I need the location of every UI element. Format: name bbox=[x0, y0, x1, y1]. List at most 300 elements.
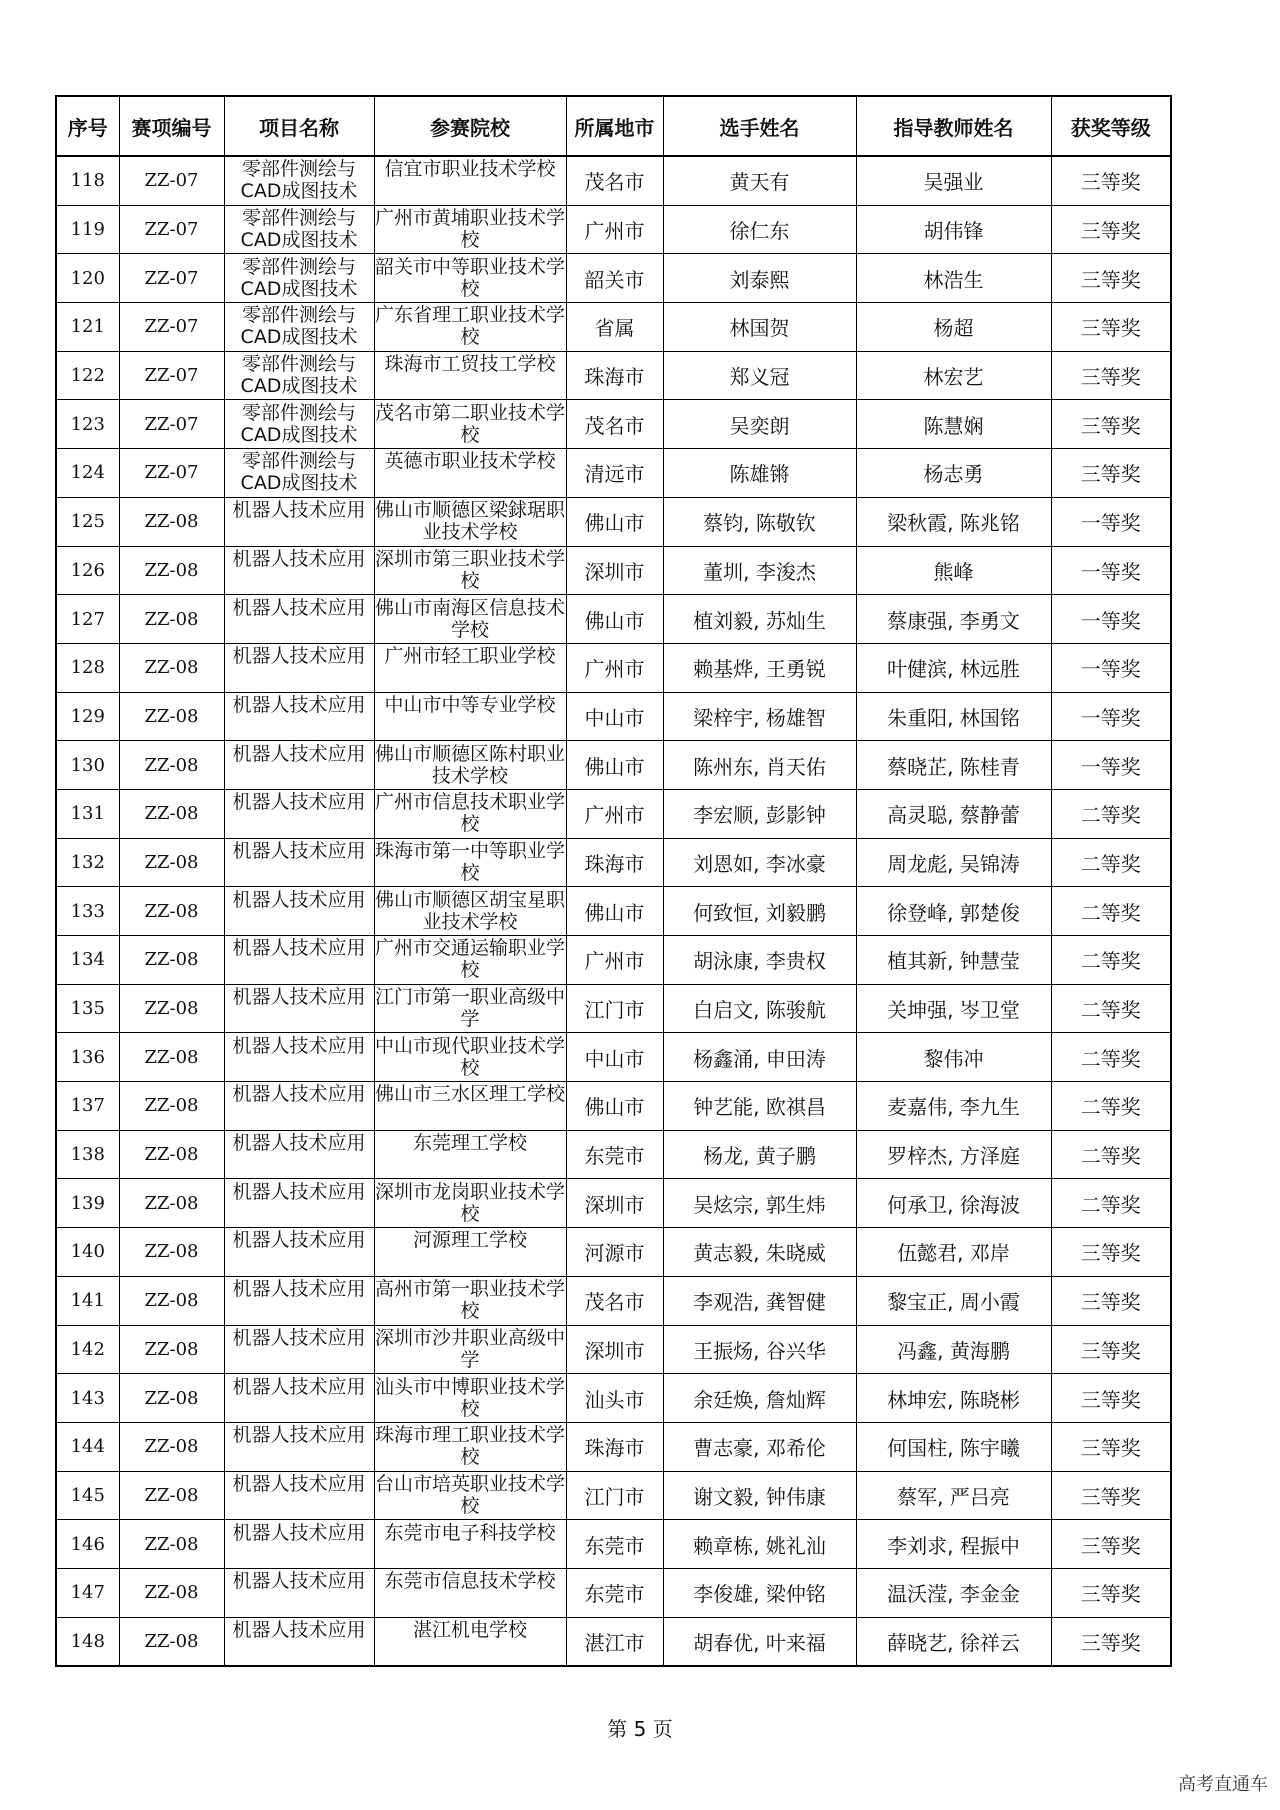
cell-text: 零部件测绘与CAD成图技术 bbox=[240, 401, 358, 446]
cell-school bbox=[374, 546, 566, 595]
cell-school bbox=[374, 838, 566, 887]
cell-text: 零部件测绘与CAD成图技术 bbox=[240, 353, 358, 398]
cell-award: 二等奖 bbox=[1051, 984, 1171, 1033]
table-row bbox=[56, 1617, 1171, 1666]
cell-event-code: ZZ-08 bbox=[119, 984, 224, 1033]
cell-school bbox=[374, 1033, 566, 1082]
cell-project-name bbox=[224, 838, 374, 887]
cell-award: 三等奖 bbox=[1051, 1276, 1171, 1325]
cell-school bbox=[374, 936, 566, 985]
cell-contestant: 陈雄锵 bbox=[663, 449, 856, 498]
cell-city: 中山市 bbox=[566, 692, 663, 741]
cell-city: 湛江市 bbox=[566, 1617, 663, 1666]
cell-teacher: 吴强业 bbox=[856, 156, 1051, 205]
page-number: 第 5 页 bbox=[607, 1717, 673, 1741]
cell-school bbox=[374, 1568, 566, 1617]
cell-contestant: 杨鑫涌, 申田涛 bbox=[663, 1033, 856, 1082]
cell-project-name bbox=[224, 1228, 374, 1277]
cell-school bbox=[374, 1082, 566, 1131]
cell-school bbox=[374, 595, 566, 644]
cell-project-name bbox=[224, 449, 374, 498]
cell-event-code: ZZ-08 bbox=[119, 1228, 224, 1277]
cell-award: 一等奖 bbox=[1051, 741, 1171, 790]
cell-city: 佛山市 bbox=[566, 887, 663, 936]
cell-event-code: ZZ-08 bbox=[119, 1276, 224, 1325]
cell-contestant: 刘泰熙 bbox=[663, 254, 856, 303]
cell-seq: 137 bbox=[56, 1082, 119, 1131]
cell-teacher: 关坤强, 岑卫堂 bbox=[856, 984, 1051, 1033]
cell-teacher: 李刘求, 程振中 bbox=[856, 1520, 1051, 1569]
cell-text: 信宜市职业技术学校 bbox=[384, 158, 556, 181]
cell-city: 江门市 bbox=[566, 984, 663, 1033]
cell-seq: 119 bbox=[56, 205, 119, 254]
table-row bbox=[56, 1471, 1171, 1520]
cell-text: 机器人技术应用 bbox=[232, 1034, 366, 1057]
cell-project-name bbox=[224, 1520, 374, 1569]
cell-text: 机器人技术应用 bbox=[232, 1278, 366, 1301]
cell-school bbox=[374, 497, 566, 546]
cell-seq: 130 bbox=[56, 741, 119, 790]
cell-seq: 122 bbox=[56, 351, 119, 400]
cell-project-name bbox=[224, 1033, 374, 1082]
cell-seq: 142 bbox=[56, 1325, 119, 1374]
cell-city: 深圳市 bbox=[566, 546, 663, 595]
table-row bbox=[56, 741, 1171, 790]
cell-contestant: 何致恒, 刘毅鹏 bbox=[663, 887, 856, 936]
cell-event-code: ZZ-08 bbox=[119, 1325, 224, 1374]
cell-text: 机器人技术应用 bbox=[232, 693, 366, 716]
cell-event-code: ZZ-08 bbox=[119, 643, 224, 692]
cell-project-name bbox=[224, 1325, 374, 1374]
cell-award: 三等奖 bbox=[1051, 1325, 1171, 1374]
cell-school bbox=[374, 205, 566, 254]
cell-school bbox=[374, 1520, 566, 1569]
cell-city: 江门市 bbox=[566, 1471, 663, 1520]
cell-text: 机器人技术应用 bbox=[232, 499, 366, 522]
cell-text: 机器人技术应用 bbox=[232, 1083, 366, 1106]
header-contestant: 选手姓名 bbox=[663, 96, 856, 156]
header-project-name: 项目名称 bbox=[224, 96, 374, 156]
cell-text: 佛山市顺德区胡宝星职业技术学校 bbox=[374, 888, 565, 933]
table-row bbox=[56, 156, 1171, 205]
cell-award: 一等奖 bbox=[1051, 497, 1171, 546]
cell-text: 深圳市沙井职业高级中学 bbox=[374, 1326, 565, 1371]
cell-text: 机器人技术应用 bbox=[232, 1326, 366, 1349]
table-row bbox=[56, 303, 1171, 352]
cell-teacher: 胡伟锋 bbox=[856, 205, 1051, 254]
table-row bbox=[56, 1422, 1171, 1471]
cell-text: 机器人技术应用 bbox=[232, 791, 366, 814]
table-row bbox=[56, 1520, 1171, 1569]
cell-event-code: ZZ-08 bbox=[119, 936, 224, 985]
cell-seq: 138 bbox=[56, 1130, 119, 1179]
cell-text: 机器人技术应用 bbox=[232, 1132, 366, 1155]
cell-award: 三等奖 bbox=[1051, 205, 1171, 254]
cell-contestant: 李宏顺, 彭影钟 bbox=[663, 789, 856, 838]
cell-award: 三等奖 bbox=[1051, 1228, 1171, 1277]
cell-contestant: 李观浩, 龚智健 bbox=[663, 1276, 856, 1325]
cell-contestant: 植刘毅, 苏灿生 bbox=[663, 595, 856, 644]
cell-award: 一等奖 bbox=[1051, 643, 1171, 692]
cell-contestant: 曹志豪, 邓希伦 bbox=[663, 1422, 856, 1471]
cell-contestant: 胡泳康, 李贵权 bbox=[663, 936, 856, 985]
cell-school bbox=[374, 1276, 566, 1325]
cell-teacher: 伍懿君, 邓岸 bbox=[856, 1228, 1051, 1277]
table-row bbox=[56, 1228, 1171, 1277]
cell-text: 机器人技术应用 bbox=[232, 1521, 366, 1544]
cell-contestant: 胡春优, 叶来福 bbox=[663, 1617, 856, 1666]
cell-event-code: ZZ-08 bbox=[119, 1471, 224, 1520]
cell-award: 三等奖 bbox=[1051, 303, 1171, 352]
cell-text: 零部件测绘与CAD成图技术 bbox=[240, 207, 358, 252]
cell-school bbox=[374, 692, 566, 741]
table-row bbox=[56, 1033, 1171, 1082]
cell-city: 茂名市 bbox=[566, 400, 663, 449]
cell-text: 机器人技术应用 bbox=[232, 1472, 366, 1495]
cell-text: 中山市中等专业学校 bbox=[384, 693, 556, 716]
cell-text: 零部件测绘与CAD成图技术 bbox=[240, 255, 358, 300]
cell-event-code: ZZ-07 bbox=[119, 303, 224, 352]
cell-text: 广州市信息技术职业学校 bbox=[374, 791, 565, 836]
table-row bbox=[56, 254, 1171, 303]
cell-seq: 141 bbox=[56, 1276, 119, 1325]
cell-event-code: ZZ-08 bbox=[119, 1130, 224, 1179]
cell-award: 三等奖 bbox=[1051, 449, 1171, 498]
cell-school bbox=[374, 156, 566, 205]
cell-school bbox=[374, 643, 566, 692]
cell-project-name bbox=[224, 351, 374, 400]
cell-school bbox=[374, 449, 566, 498]
cell-seq: 118 bbox=[56, 156, 119, 205]
cell-city: 韶关市 bbox=[566, 254, 663, 303]
cell-event-code: ZZ-08 bbox=[119, 497, 224, 546]
cell-seq: 128 bbox=[56, 643, 119, 692]
cell-school bbox=[374, 1228, 566, 1277]
cell-teacher: 植其新, 钟慧莹 bbox=[856, 936, 1051, 985]
cell-award: 三等奖 bbox=[1051, 1520, 1171, 1569]
table-row bbox=[56, 789, 1171, 838]
cell-school bbox=[374, 1617, 566, 1666]
cell-project-name bbox=[224, 497, 374, 546]
cell-teacher: 徐登峰, 郭楚俊 bbox=[856, 887, 1051, 936]
cell-teacher: 林宏艺 bbox=[856, 351, 1051, 400]
table-row bbox=[56, 1325, 1171, 1374]
cell-city: 广州市 bbox=[566, 789, 663, 838]
cell-teacher: 叶健滨, 林远胜 bbox=[856, 643, 1051, 692]
cell-contestant: 黄天有 bbox=[663, 156, 856, 205]
cell-award: 三等奖 bbox=[1051, 1568, 1171, 1617]
cell-award: 三等奖 bbox=[1051, 400, 1171, 449]
cell-city: 深圳市 bbox=[566, 1179, 663, 1228]
cell-city: 广州市 bbox=[566, 643, 663, 692]
cell-contestant: 黄志毅, 朱晓威 bbox=[663, 1228, 856, 1277]
table-row bbox=[56, 595, 1171, 644]
cell-text: 机器人技术应用 bbox=[232, 888, 366, 911]
cell-award: 三等奖 bbox=[1051, 1422, 1171, 1471]
cell-text: 广州市黄埔职业技术学校 bbox=[374, 207, 565, 252]
cell-text: 珠海市第一中等职业学校 bbox=[374, 839, 565, 884]
cell-project-name bbox=[224, 887, 374, 936]
cell-text: 珠海市工贸技工学校 bbox=[384, 353, 556, 376]
cell-project-name bbox=[224, 984, 374, 1033]
cell-contestant: 赖基烨, 王勇锐 bbox=[663, 643, 856, 692]
cell-city: 广州市 bbox=[566, 936, 663, 985]
cell-city: 佛山市 bbox=[566, 1082, 663, 1131]
cell-text: 零部件测绘与CAD成图技术 bbox=[240, 450, 358, 495]
cell-text: 深圳市龙岗职业技术学校 bbox=[374, 1180, 565, 1225]
cell-text: 机器人技术应用 bbox=[232, 742, 366, 765]
cell-text: 佛山市南海区信息技术学校 bbox=[374, 596, 565, 641]
cell-contestant: 王振炀, 谷兴华 bbox=[663, 1325, 856, 1374]
cell-award: 三等奖 bbox=[1051, 1374, 1171, 1423]
cell-project-name bbox=[224, 1374, 374, 1423]
cell-event-code: ZZ-08 bbox=[119, 595, 224, 644]
cell-project-name bbox=[224, 1568, 374, 1617]
cell-contestant: 吴炫宗, 郭生炜 bbox=[663, 1179, 856, 1228]
cell-school bbox=[374, 400, 566, 449]
award-table bbox=[55, 95, 1172, 1667]
cell-city: 茂名市 bbox=[566, 156, 663, 205]
cell-seq: 148 bbox=[56, 1617, 119, 1666]
table-row bbox=[56, 351, 1171, 400]
cell-teacher: 麦嘉伟, 李九生 bbox=[856, 1082, 1051, 1131]
cell-award: 二等奖 bbox=[1051, 936, 1171, 985]
cell-text: 东莞市电子科技学校 bbox=[384, 1521, 556, 1544]
cell-event-code: ZZ-07 bbox=[119, 156, 224, 205]
cell-event-code: ZZ-08 bbox=[119, 1179, 224, 1228]
cell-text: 佛山市顺德区梁銶琚职业技术学校 bbox=[374, 499, 565, 544]
cell-city: 佛山市 bbox=[566, 741, 663, 790]
cell-text: 英德市职业技术学校 bbox=[384, 450, 556, 473]
cell-city: 清远市 bbox=[566, 449, 663, 498]
cell-event-code: ZZ-08 bbox=[119, 692, 224, 741]
cell-city: 省属 bbox=[566, 303, 663, 352]
cell-school bbox=[374, 303, 566, 352]
cell-text: 机器人技术应用 bbox=[232, 1424, 366, 1447]
cell-event-code: ZZ-07 bbox=[119, 205, 224, 254]
cell-text: 机器人技术应用 bbox=[232, 986, 366, 1009]
cell-city: 汕头市 bbox=[566, 1374, 663, 1423]
cell-teacher: 林坤宏, 陈晓彬 bbox=[856, 1374, 1051, 1423]
cell-teacher: 黎宝正, 周小霞 bbox=[856, 1276, 1051, 1325]
cell-teacher: 蔡军, 严吕亮 bbox=[856, 1471, 1051, 1520]
cell-text: 零部件测绘与CAD成图技术 bbox=[240, 158, 358, 203]
header-school: 参赛院校 bbox=[374, 96, 566, 156]
cell-contestant: 白启文, 陈骏航 bbox=[663, 984, 856, 1033]
cell-project-name bbox=[224, 546, 374, 595]
cell-seq: 133 bbox=[56, 887, 119, 936]
cell-contestant: 蔡钧, 陈敬钦 bbox=[663, 497, 856, 546]
header-city: 所属地市 bbox=[566, 96, 663, 156]
cell-text: 台山市培英职业技术学校 bbox=[374, 1472, 565, 1517]
cell-award: 一等奖 bbox=[1051, 692, 1171, 741]
cell-seq: 127 bbox=[56, 595, 119, 644]
cell-city: 广州市 bbox=[566, 205, 663, 254]
cell-city: 东莞市 bbox=[566, 1568, 663, 1617]
cell-contestant: 李俊雄, 梁仲铭 bbox=[663, 1568, 856, 1617]
cell-school bbox=[374, 1130, 566, 1179]
cell-city: 河源市 bbox=[566, 1228, 663, 1277]
cell-school bbox=[374, 1422, 566, 1471]
watermark-text: 高考直通车 bbox=[1178, 1774, 1268, 1795]
cell-teacher: 何承卫, 徐海波 bbox=[856, 1179, 1051, 1228]
cell-seq: 147 bbox=[56, 1568, 119, 1617]
cell-city: 东莞市 bbox=[566, 1130, 663, 1179]
cell-contestant: 余廷焕, 詹灿辉 bbox=[663, 1374, 856, 1423]
cell-school bbox=[374, 887, 566, 936]
cell-award: 三等奖 bbox=[1051, 156, 1171, 205]
cell-teacher: 何国柱, 陈宇曦 bbox=[856, 1422, 1051, 1471]
cell-seq: 140 bbox=[56, 1228, 119, 1277]
cell-school bbox=[374, 1179, 566, 1228]
cell-award: 一等奖 bbox=[1051, 546, 1171, 595]
cell-text: 佛山市顺德区陈村职业技术学校 bbox=[374, 742, 565, 787]
cell-event-code: ZZ-08 bbox=[119, 1374, 224, 1423]
cell-seq: 126 bbox=[56, 546, 119, 595]
table-row bbox=[56, 1568, 1171, 1617]
cell-award: 三等奖 bbox=[1051, 1471, 1171, 1520]
cell-event-code: ZZ-08 bbox=[119, 1520, 224, 1569]
cell-event-code: ZZ-08 bbox=[119, 1422, 224, 1471]
cell-teacher: 杨志勇 bbox=[856, 449, 1051, 498]
cell-award: 三等奖 bbox=[1051, 254, 1171, 303]
cell-teacher: 黎伟冲 bbox=[856, 1033, 1051, 1082]
cell-contestant: 谢文毅, 钟伟康 bbox=[663, 1471, 856, 1520]
cell-project-name bbox=[224, 205, 374, 254]
table-row bbox=[56, 643, 1171, 692]
cell-teacher: 薛晓艺, 徐祥云 bbox=[856, 1617, 1051, 1666]
cell-seq: 135 bbox=[56, 984, 119, 1033]
cell-project-name bbox=[224, 254, 374, 303]
table-row bbox=[56, 1374, 1171, 1423]
cell-contestant: 刘恩如, 李冰豪 bbox=[663, 838, 856, 887]
cell-event-code: ZZ-07 bbox=[119, 449, 224, 498]
cell-text: 广州市轻工职业学校 bbox=[384, 645, 556, 668]
cell-project-name bbox=[224, 1422, 374, 1471]
cell-seq: 136 bbox=[56, 1033, 119, 1082]
cell-project-name bbox=[224, 303, 374, 352]
cell-city: 东莞市 bbox=[566, 1520, 663, 1569]
table-row bbox=[56, 936, 1171, 985]
header-seq: 序号 bbox=[56, 96, 119, 156]
cell-text: 湛江机电学校 bbox=[412, 1618, 527, 1641]
cell-text: 零部件测绘与CAD成图技术 bbox=[240, 304, 358, 349]
cell-award: 二等奖 bbox=[1051, 838, 1171, 887]
cell-seq: 129 bbox=[56, 692, 119, 741]
cell-text: 中山市现代职业技术学校 bbox=[374, 1034, 565, 1079]
cell-city: 珠海市 bbox=[566, 838, 663, 887]
cell-teacher: 罗梓杰, 方泽庭 bbox=[856, 1130, 1051, 1179]
cell-event-code: ZZ-08 bbox=[119, 789, 224, 838]
cell-event-code: ZZ-08 bbox=[119, 1617, 224, 1666]
cell-school bbox=[374, 984, 566, 1033]
cell-school bbox=[374, 351, 566, 400]
cell-text: 高州市第一职业技术学校 bbox=[374, 1278, 565, 1323]
cell-teacher: 蔡康强, 李勇文 bbox=[856, 595, 1051, 644]
cell-award: 一等奖 bbox=[1051, 595, 1171, 644]
cell-teacher: 蔡晓芷, 陈桂青 bbox=[856, 741, 1051, 790]
cell-contestant: 林国贺 bbox=[663, 303, 856, 352]
cell-text: 江门市第一职业高级中学 bbox=[374, 986, 565, 1031]
cell-contestant: 杨龙, 黄子鹏 bbox=[663, 1130, 856, 1179]
cell-award: 二等奖 bbox=[1051, 789, 1171, 838]
cell-text: 深圳市第三职业技术学校 bbox=[374, 547, 565, 592]
cell-text: 机器人技术应用 bbox=[232, 1229, 366, 1252]
cell-teacher: 高灵聪, 蔡静蕾 bbox=[856, 789, 1051, 838]
table-row bbox=[56, 449, 1171, 498]
cell-project-name bbox=[224, 595, 374, 644]
cell-school bbox=[374, 1325, 566, 1374]
table-row bbox=[56, 400, 1171, 449]
cell-seq: 121 bbox=[56, 303, 119, 352]
cell-text: 汕头市中博职业技术学校 bbox=[374, 1375, 565, 1420]
cell-project-name bbox=[224, 741, 374, 790]
cell-project-name bbox=[224, 1471, 374, 1520]
header-event-code: 赛项编号 bbox=[119, 96, 224, 156]
cell-teacher: 冯鑫, 黄海鹏 bbox=[856, 1325, 1051, 1374]
cell-city: 珠海市 bbox=[566, 351, 663, 400]
cell-text: 茂名市第二职业技术学校 bbox=[374, 401, 565, 446]
cell-event-code: ZZ-07 bbox=[119, 351, 224, 400]
table-row bbox=[56, 692, 1171, 741]
cell-city: 珠海市 bbox=[566, 1422, 663, 1471]
cell-teacher: 周龙彪, 吴锦涛 bbox=[856, 838, 1051, 887]
cell-award: 三等奖 bbox=[1051, 351, 1171, 400]
cell-teacher: 熊峰 bbox=[856, 546, 1051, 595]
cell-contestant: 陈州东, 肖天佑 bbox=[663, 741, 856, 790]
table-row bbox=[56, 1179, 1171, 1228]
table-row bbox=[56, 1082, 1171, 1131]
cell-city: 深圳市 bbox=[566, 1325, 663, 1374]
cell-project-name bbox=[224, 1617, 374, 1666]
cell-city: 中山市 bbox=[566, 1033, 663, 1082]
cell-contestant: 赖章栋, 姚礼汕 bbox=[663, 1520, 856, 1569]
cell-event-code: ZZ-08 bbox=[119, 838, 224, 887]
cell-project-name bbox=[224, 1276, 374, 1325]
cell-seq: 131 bbox=[56, 789, 119, 838]
cell-contestant: 钟艺能, 欧祺昌 bbox=[663, 1082, 856, 1131]
cell-award: 三等奖 bbox=[1051, 1617, 1171, 1666]
table-row bbox=[56, 497, 1171, 546]
cell-award: 二等奖 bbox=[1051, 1082, 1171, 1131]
table-row bbox=[56, 984, 1171, 1033]
header-award: 获奖等级 bbox=[1051, 96, 1171, 156]
cell-text: 机器人技术应用 bbox=[232, 937, 366, 960]
table-row bbox=[56, 1130, 1171, 1179]
cell-award: 二等奖 bbox=[1051, 887, 1171, 936]
cell-contestant: 梁梓宇, 杨雄智 bbox=[663, 692, 856, 741]
cell-project-name bbox=[224, 400, 374, 449]
cell-text: 机器人技术应用 bbox=[232, 547, 366, 570]
cell-text: 机器人技术应用 bbox=[232, 596, 366, 619]
cell-event-code: ZZ-08 bbox=[119, 1082, 224, 1131]
cell-event-code: ZZ-08 bbox=[119, 741, 224, 790]
cell-text: 河源理工学校 bbox=[412, 1229, 527, 1252]
cell-contestant: 吴奕朗 bbox=[663, 400, 856, 449]
cell-teacher: 陈慧娴 bbox=[856, 400, 1051, 449]
table-row bbox=[56, 546, 1171, 595]
table-row bbox=[56, 1276, 1171, 1325]
cell-seq: 139 bbox=[56, 1179, 119, 1228]
cell-text: 机器人技术应用 bbox=[232, 1618, 366, 1641]
cell-award: 二等奖 bbox=[1051, 1130, 1171, 1179]
cell-teacher: 梁秋霞, 陈兆铭 bbox=[856, 497, 1051, 546]
cell-contestant: 郑义冠 bbox=[663, 351, 856, 400]
cell-event-code: ZZ-07 bbox=[119, 254, 224, 303]
cell-seq: 123 bbox=[56, 400, 119, 449]
cell-award: 二等奖 bbox=[1051, 1179, 1171, 1228]
table-row bbox=[56, 887, 1171, 936]
